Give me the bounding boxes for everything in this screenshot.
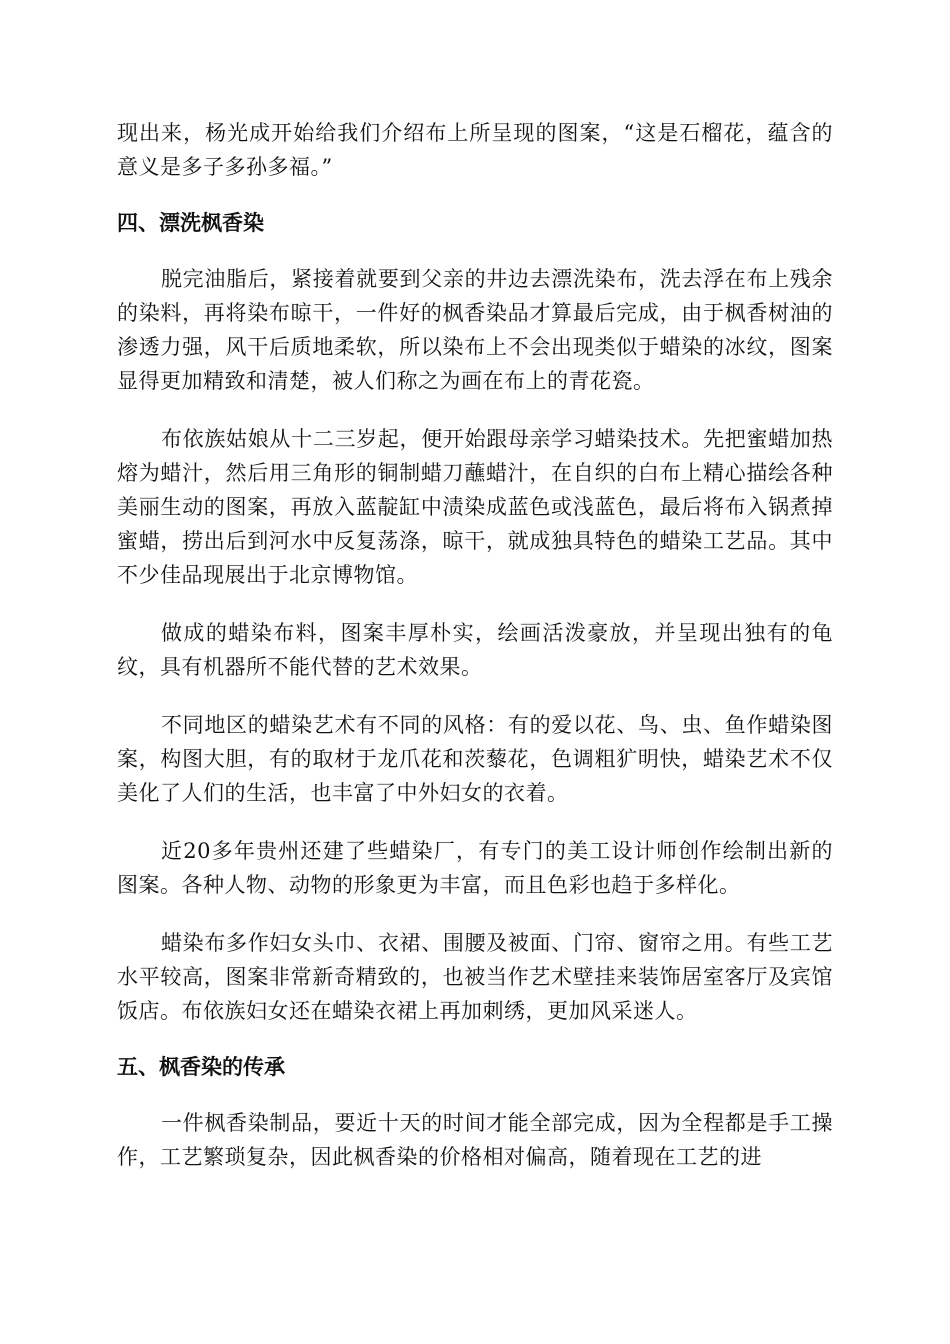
paragraph-continuation: 现出来，杨光成开始给我们介绍布上所呈现的图案，“这是石榴花，蕴含的意义是多子多孙多福。”	[117, 121, 833, 179]
paragraph-batik-fabric: 做成的蜡染布料，图案丰厚朴实，绘画活泼豪放，并呈现出独有的龟纹，具有机器所不能代替的艺术效果。	[117, 621, 833, 679]
paragraph-uses: 蜡染布多作妇女头巾、衣裙、围腰及被面、门帘、窗帘之用。有些工艺水平较高，图案非常新奇精致的，也被当作艺术壁挂来装饰居室客厅及宾馆饭店。布依族妇女还在蜡染衣裙上再加刺绣，更加风采迷人。	[117, 931, 833, 1023]
paragraph-inheritance: 一件枫香染制品，要近十天的时间才能全部完成，因为全程都是手工操作，工艺繁琐复杂，因此枫香染的价格相对偏高，随着现在工艺的进	[117, 1111, 833, 1169]
section-heading-4: 四、漂洗枫香染	[117, 211, 264, 235]
paragraph-factories: 近20多年贵州还建了些蜡染厂，有专门的美工设计师创作绘制出新的图案。各种人物、动物的形象更为丰富，而且色彩也趋于多样化。	[117, 839, 833, 897]
section-heading-5: 五、枫香染的传承	[117, 1055, 285, 1079]
paragraph-rinsing: 脱完油脂后，紧接着就要到父亲的井边去漂洗染布，洗去浮在布上残余的染料，再将染布晾干，一件好的枫香染品才算最后完成，由于枫香树油的渗透力强，风干后质地柔软，所以染布上不会出现类似于蜡染的冰纹，图案显得更加精致和清楚，被人们称之为画在布上的青花瓷。	[117, 267, 833, 393]
document-body	[117, 116, 833, 1174]
paragraph-regional-styles: 不同地区的蜡染艺术有不同的风格：有的爱以花、鸟、虫、鱼作蜡染图案，构图大胆，有的取材于龙爪花和茨藜花，色调粗犷明快，蜡染艺术不仅美化了人们的生活，也丰富了中外妇女的衣着。	[117, 713, 833, 805]
paragraph-batik-learning: 布依族姑娘从十二三岁起，便开始跟母亲学习蜡染技术。先把蜜蜡加热熔为蜡汁，然后用三角形的铜制蜡刀蘸蜡汁，在自织的白布上精心描绘各种美丽生动的图案，再放入蓝靛缸中渍染成蓝色或浅蓝色，最后将布入锅煮掉蜜蜡，捞出后到河水中反复荡涤，晾干，就成独具特色的蜡染工艺品。其中不少佳品现展出于北京博物馆。	[117, 427, 833, 587]
